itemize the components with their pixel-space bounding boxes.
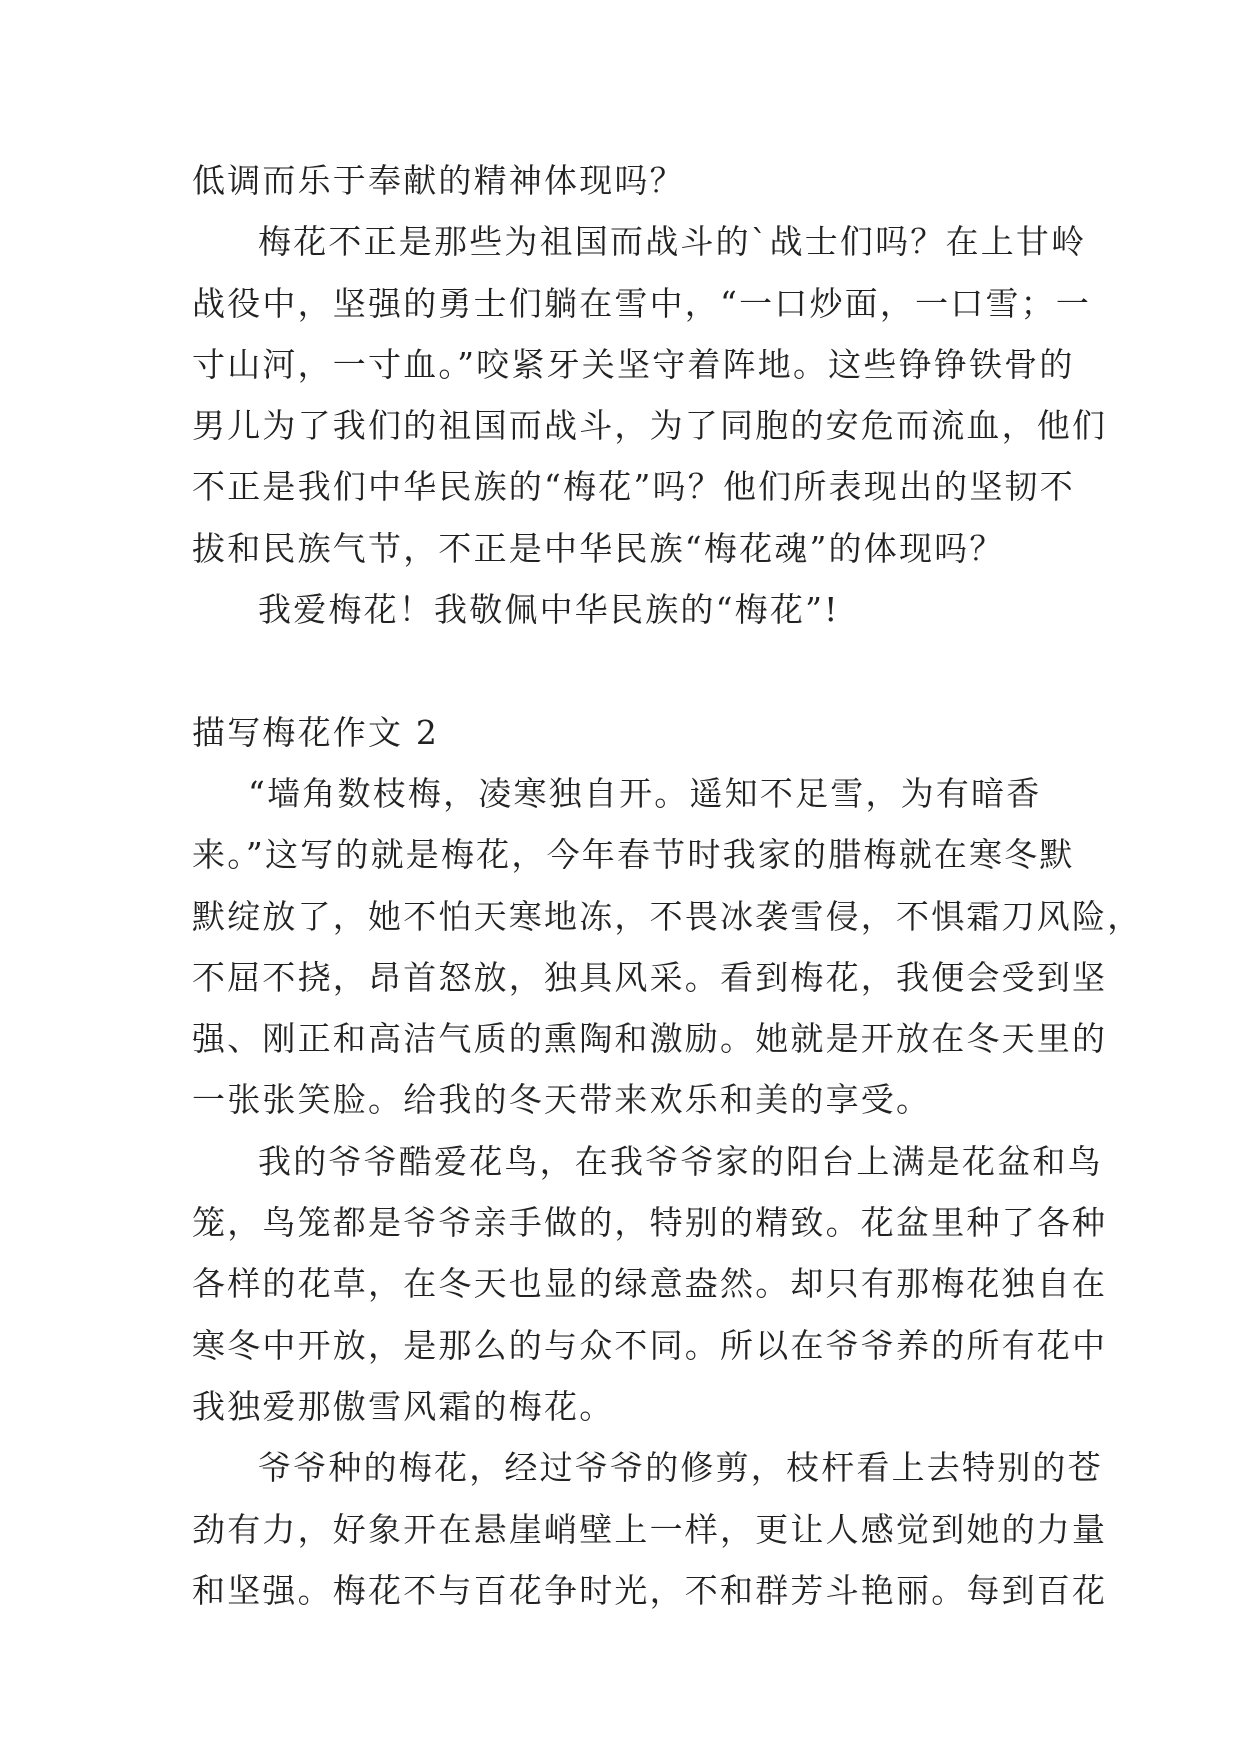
text-line: 寸山河，一寸血。”咬紧牙关坚守着阵地。这些铮铮铁骨的 bbox=[192, 344, 1075, 384]
text-line: 一张张笑脸。给我的冬天带来欢乐和美的享受。 bbox=[192, 1080, 932, 1120]
text-line: 各样的花草，在冬天也显的绿意盎然。却只有那梅花独自在 bbox=[192, 1264, 1108, 1304]
document-body bbox=[192, 150, 1143, 1621]
text-line: 不屈不挠，昂首怒放，独具风采。看到梅花，我便会受到坚 bbox=[192, 957, 1108, 997]
text-line: 和坚强。梅花不与百花争时光，不和群芳斗艳丽。每到百花 bbox=[192, 1570, 1108, 1610]
text-line: 低调而乐于奉献的精神体现吗？ bbox=[192, 161, 685, 200]
text-line: 来。”这写的就是梅花，今年春节时我家的腊梅就在寒冬默 bbox=[192, 835, 1075, 875]
text-line: 梅花不正是那些为祖国而战斗的`战士们吗？在上甘岭 bbox=[258, 222, 1087, 262]
text-line: 劲有力，好象开在悬崖峭壁上一样，更让人感觉到她的力量 bbox=[192, 1509, 1108, 1549]
text-line: 男儿为了我们的祖国而战斗，为了同胞的安危而流血，他们 bbox=[192, 406, 1108, 446]
text-line: 强、刚正和高洁气质的熏陶和激励。她就是开放在冬天里的 bbox=[192, 1019, 1108, 1059]
section-title: 描写梅花作文 2 bbox=[192, 712, 440, 752]
text-line: 战役中，坚强的勇士们躺在雪中，“一口炒面，一口雪；一 bbox=[192, 283, 1092, 323]
text-line: 我独爱那傲雪风霜的梅花。 bbox=[192, 1386, 615, 1426]
text-line: 我爱梅花！我敬佩中华民族的“梅花”! bbox=[258, 590, 840, 630]
text-line: 爷爷种的梅花，经过爷爷的修剪，枝杆看上去特别的苍 bbox=[258, 1448, 1103, 1488]
text-line: 我的爷爷酷爱花鸟，在我爷爷家的阳台上满是花盆和鸟 bbox=[258, 1141, 1103, 1181]
text-line: 笼，鸟笼都是爷爷亲手做的，特别的精致。花盆里种了各种 bbox=[192, 1203, 1108, 1243]
text-line: 拔和民族气节，不正是中华民族“梅花魂”的体现吗？ bbox=[192, 528, 1005, 568]
text-line: 默绽放了，她不怕天寒地冻，不畏冰袭雪侵，不惧霜刀风险， bbox=[192, 896, 1143, 936]
text-line: 不正是我们中华民族的“梅花”吗？他们所表现出的坚韧不 bbox=[192, 467, 1075, 507]
text-line: “墙角数枝梅，凌寒独自开。遥知不足雪，为有暗香 bbox=[248, 773, 1042, 813]
text-line: 寒冬中开放，是那么的与众不同。所以在爷爷养的所有花中 bbox=[192, 1325, 1108, 1365]
